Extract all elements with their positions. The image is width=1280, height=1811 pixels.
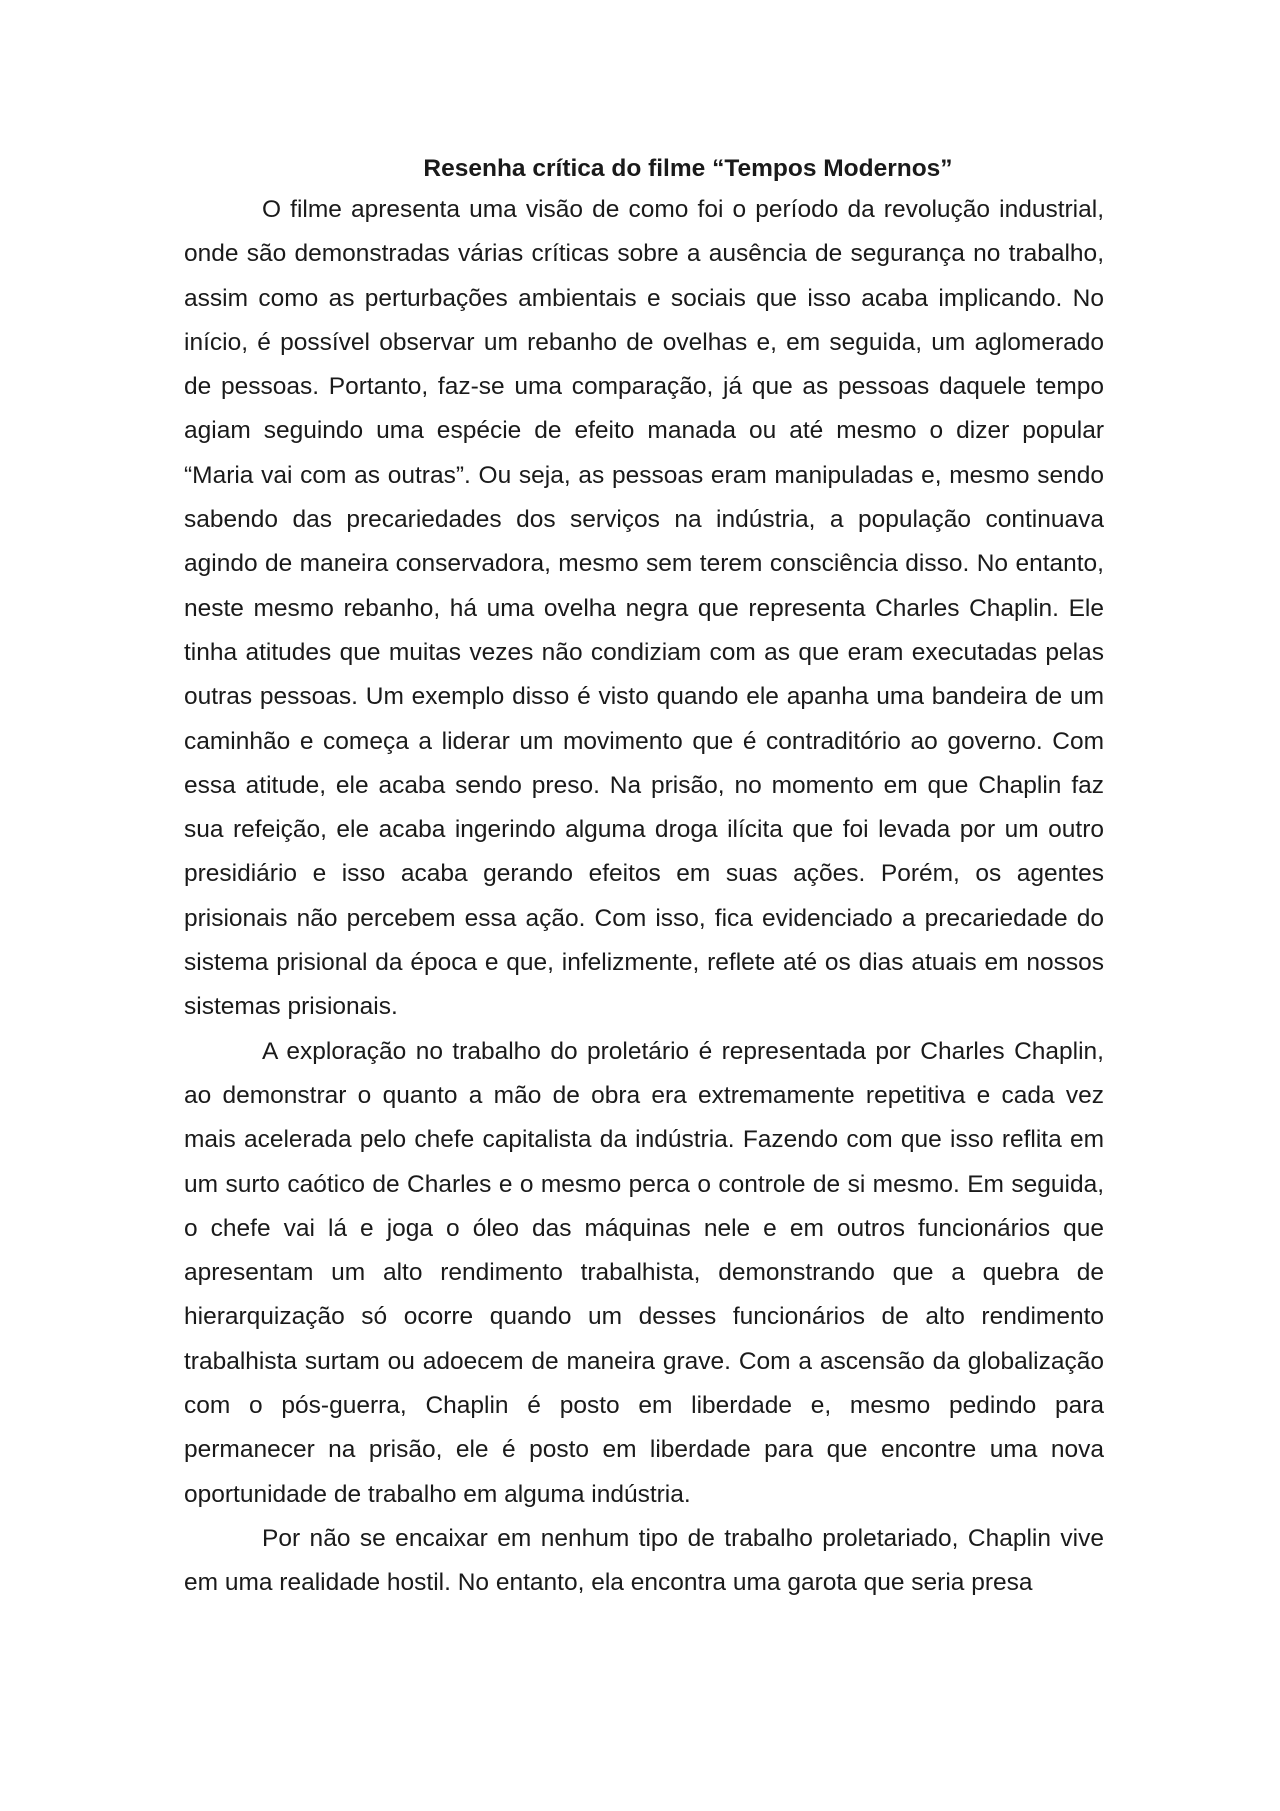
document-title: Resenha crítica do filme “Tempos Modernos” bbox=[423, 155, 953, 182]
paragraph-1: O filme apresenta uma visão de como foi o período da revolução industrial, onde são demonstradas várias críticas sobre a ausência de segurança no trabalho, assim como as perturbações ambientais e sociais que isso acaba implicando. No início, é possível observar um rebanho de ovelhas e, em seguida, um aglomerado de pessoas. Portanto, faz-se uma comparação, já que as pessoas daquele tempo agiam seguindo uma espécie de efeito manada ou até mesmo o dizer popular “Maria vai com as outras”. Ou seja, as pessoas eram manipuladas e, mesmo sendo sabendo das precariedades dos serviços na indústria, a população continuava agindo de maneira conservadora, mesmo sem terem consciência disso. No entanto, neste mesmo rebanho, há uma ovelha negra que representa Charles Chaplin. Ele tinha atitudes que muitas vezes não condiziam com as que eram executadas pelas outras pessoas. Um exemplo disso é visto quando ele apanha uma bandeira de um caminhão e começa a liderar um movimento que é contraditório ao governo. Com essa atitude, ele acaba sendo preso. Na prisão, no momento em que Chaplin faz sua refeição, ele acaba ingerindo alguma droga ilícita que foi levada por um outro presidiário e isso acaba gerando efeitos em suas ações. Porém, os agentes prisionais não percebem essa ação. Com isso, fica evidenciado a precariedade do sistema prisional da época e que, infelizmente, reflete até os dias atuais em nossos sistemas prisionais. bbox=[184, 196, 1104, 1021]
paragraph-3: Por não se encaixar em nenhum tipo de trabalho proletariado, Chaplin vive em uma realidade hostil. No entanto, ela encontra uma garota que seria presa bbox=[184, 1524, 1104, 1597]
document-body bbox=[184, 150, 1104, 1606]
paragraph-2: A exploração no trabalho do proletário é representada por Charles Chaplin, ao demonstrar o quanto a mão de obra era extremamente repetitiva e cada vez mais acelerada pelo chefe capitalista da indústria. Fazendo com que isso reflita em um surto caótico de Charles e o mesmo perca o controle de si mesmo. Em seguida, o chefe vai lá e joga o óleo das máquinas nele e em outros funcionários que apresentam um alto rendimento trabalhista, demonstrando que a quebra de hierarquização só ocorre quando um desses funcionários de alto rendimento trabalhista surtam ou adoecem de maneira grave. Com a ascensão da globalização com o pós-guerra, Chaplin é posto em liberdade e, mesmo pedindo para permanecer na prisão, ele é posto em liberdade para que encontre uma nova oportunidade de trabalho em alguma indústria. bbox=[184, 1037, 1104, 1508]
